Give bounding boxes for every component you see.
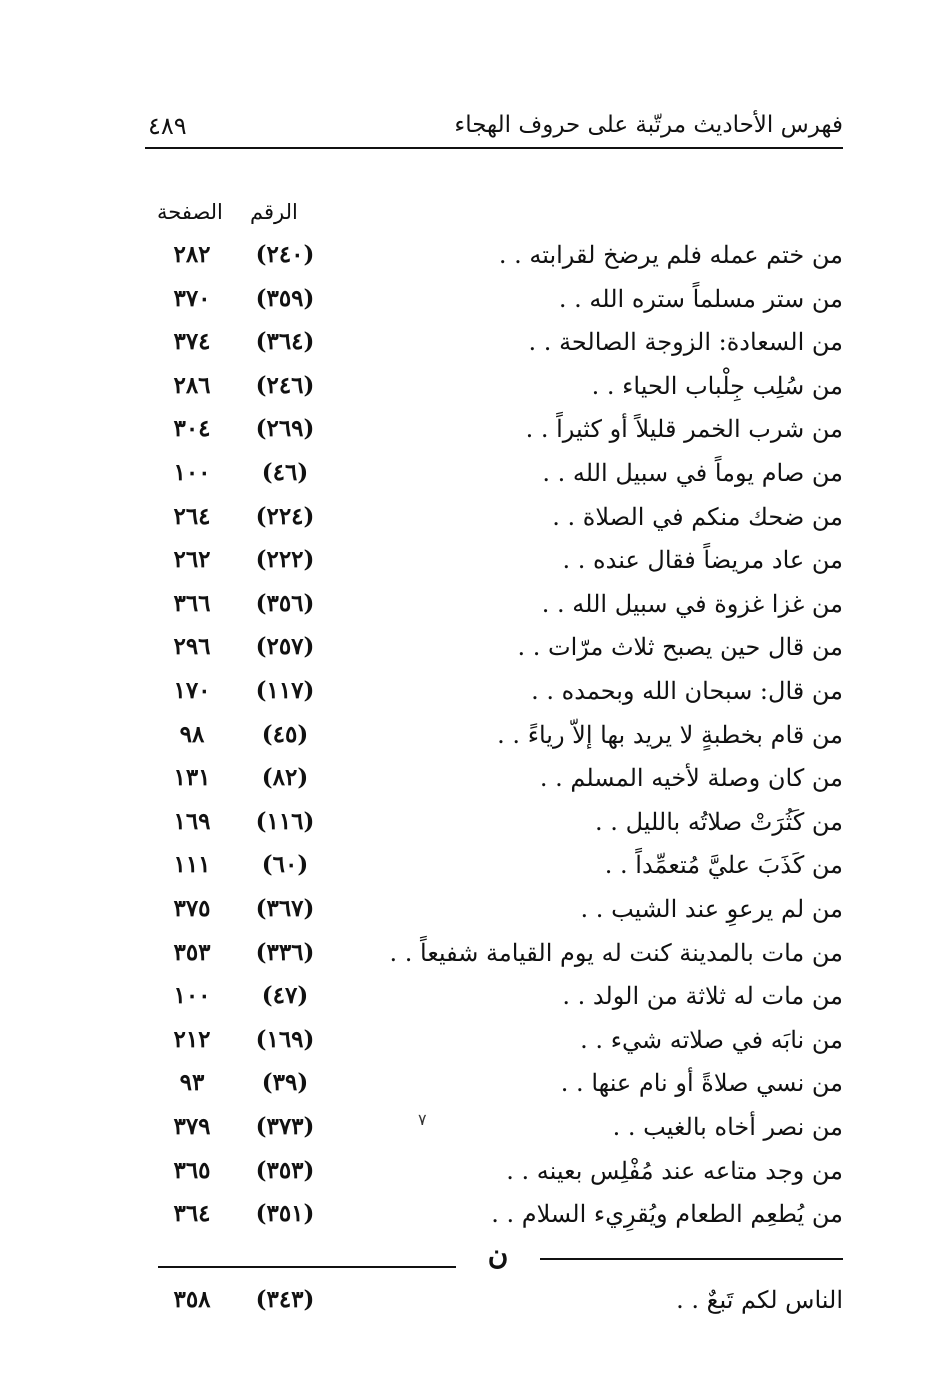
entry-number: (١٦٩) bbox=[255, 1025, 315, 1053]
entry-text: من لم يرعوِ عند الشيب . . bbox=[580, 895, 843, 923]
index-row bbox=[0, 414, 945, 458]
index-row bbox=[0, 1068, 945, 1112]
entry-number: (١١٦) bbox=[255, 807, 315, 835]
index-row bbox=[0, 676, 945, 720]
header-divider bbox=[145, 147, 843, 149]
entry-page: ١٧٠ bbox=[173, 677, 211, 704]
entry-number: (٣٧٣) bbox=[255, 1113, 315, 1140]
entry-text: من غزا غزوة في سبيل الله . . bbox=[541, 589, 843, 618]
entry-page: ٢١٢ bbox=[173, 1025, 211, 1053]
index-row bbox=[0, 545, 945, 589]
entry-page: ١٠٠ bbox=[173, 982, 211, 1010]
index-row bbox=[0, 763, 945, 807]
entry-number: (٣٩) bbox=[261, 1069, 309, 1097]
entry-page: ٣٥٨ bbox=[173, 1286, 211, 1313]
entry-text: من وجد متاعه عند مُفْلِس بعينه . . bbox=[506, 1156, 843, 1185]
index-row bbox=[0, 894, 945, 938]
index-row bbox=[0, 502, 945, 546]
entry-text: من سُلِب جِلْباب الحياء . . bbox=[591, 371, 843, 400]
entry-number: (٤٦) bbox=[261, 459, 309, 486]
entry-text: من نابَه في صلاته شيء . . bbox=[580, 1025, 843, 1054]
index-row bbox=[0, 1025, 945, 1069]
running-header-title: فهرس الأحاديث مرتّبة على حروف الهجاء bbox=[454, 112, 843, 138]
entry-page: ٣٦٤ bbox=[173, 1200, 211, 1228]
entry-number: (٤٧) bbox=[261, 982, 309, 1010]
index-row bbox=[0, 1285, 945, 1329]
section-letter-heading: ن bbox=[487, 1238, 509, 1271]
index-row bbox=[0, 589, 945, 633]
entry-number: (٦٠) bbox=[261, 851, 309, 879]
entry-page: ٣٧٤ bbox=[173, 328, 211, 356]
entry-page: ٣٧٠ bbox=[173, 284, 211, 312]
entry-page: ١٣١ bbox=[173, 764, 211, 792]
index-row bbox=[0, 240, 945, 284]
entry-page: ١٠٠ bbox=[173, 459, 211, 486]
entry-text: من كَثُرَتْ صلاتُه بالليل . . bbox=[595, 807, 843, 836]
index-row bbox=[0, 1112, 945, 1156]
entry-page: ٣٥٣ bbox=[173, 938, 211, 966]
entry-text: من ستر مسلماً ستره الله . . bbox=[558, 284, 843, 313]
entry-number: (٨٢) bbox=[261, 764, 309, 792]
entry-text: من قام بخطبةٍ لا يريد بها إلاّ رياءً . . bbox=[497, 720, 843, 749]
entry-page: ٢٨٢ bbox=[173, 241, 211, 268]
entry-number: (٣٦٧) bbox=[255, 895, 315, 922]
index-row bbox=[0, 938, 945, 982]
entry-number: (٢٦٩) bbox=[255, 415, 315, 443]
entry-text: من كان وصلة لأخيه المسلم . . bbox=[539, 764, 843, 793]
entry-page: ٣٧٩ bbox=[173, 1113, 211, 1140]
entry-text: الناس لكم تَبعٌ . . bbox=[676, 1286, 843, 1314]
entry-number: (٢٢٤) bbox=[255, 502, 315, 530]
entry-text: من نسي صلاةً أو نام عنها . . bbox=[560, 1069, 843, 1098]
entry-number: (٢٥٧) bbox=[255, 633, 315, 661]
index-row bbox=[0, 1156, 945, 1200]
index-row bbox=[0, 327, 945, 371]
index-row bbox=[0, 720, 945, 764]
entry-number: (٢٤٦) bbox=[255, 371, 315, 399]
entry-text: من السعادة: الزوجة الصالحة . . bbox=[528, 328, 843, 357]
entry-number: (٣٦٤) bbox=[255, 328, 315, 356]
index-row bbox=[0, 371, 945, 415]
entry-page: ١٦٩ bbox=[173, 807, 211, 835]
entry-text: من قال: سبحان الله وبحمده . . bbox=[531, 677, 843, 705]
entry-text: من مات له ثلاثة من الولد . . bbox=[562, 982, 843, 1011]
entry-page: ١١١ bbox=[173, 851, 211, 879]
entry-text: من ضحك منكم في الصلاة . . bbox=[552, 502, 843, 531]
entry-page: ٩٣ bbox=[179, 1069, 205, 1097]
entry-page: ٢٨٦ bbox=[173, 371, 211, 399]
entry-number: (٤٥) bbox=[261, 720, 309, 748]
entry-text: من شرب الخمر قليلاً أو كثيراً . . bbox=[525, 415, 843, 444]
section-divider-right bbox=[540, 1258, 843, 1260]
entry-page: ٢٩٦ bbox=[173, 633, 211, 661]
entry-number: (٣٥٩) bbox=[255, 284, 315, 312]
entry-number: (٣٥١) bbox=[255, 1200, 315, 1228]
entry-text: من صام يوماً في سبيل الله . . bbox=[542, 459, 843, 487]
index-row bbox=[0, 850, 945, 894]
entry-text: من مات بالمدينة كنت له يوم القيامة شفيعاً . . bbox=[389, 938, 843, 967]
section-divider-left bbox=[158, 1266, 456, 1268]
entry-number: (٢٢٢) bbox=[255, 546, 315, 574]
entry-page: ٣٧٥ bbox=[173, 895, 211, 922]
entry-text: من يُطعِم الطعام ويُقرِيء السلام . . bbox=[491, 1200, 843, 1229]
entry-page: ٩٨ bbox=[179, 720, 205, 748]
column-header-page: الصفحة bbox=[157, 200, 223, 224]
entry-page: ٢٦٢ bbox=[173, 546, 211, 574]
entry-text: من قال حين يصبح ثلاث مرّات . . bbox=[517, 633, 843, 662]
entry-page: ٣٦٥ bbox=[173, 1156, 211, 1184]
index-row bbox=[0, 1199, 945, 1243]
entry-number: (٢٤٠) bbox=[255, 241, 315, 268]
index-row bbox=[0, 981, 945, 1025]
entry-page: ٣٦٦ bbox=[173, 589, 211, 617]
index-row bbox=[0, 284, 945, 328]
entry-number: (٣٤٣) bbox=[255, 1286, 315, 1313]
entry-page: ٣٠٤ bbox=[173, 415, 211, 443]
entry-number: (٣٥٦) bbox=[255, 589, 315, 617]
entry-text: من عاد مريضاً فقال عنده . . bbox=[562, 546, 843, 575]
index-row bbox=[0, 807, 945, 851]
entry-number: (١١٧) bbox=[255, 677, 315, 704]
column-header-number: الرقم bbox=[250, 200, 298, 224]
index-row bbox=[0, 632, 945, 676]
entry-number: (٣٣٦) bbox=[255, 938, 315, 966]
entry-page: ٢٦٤ bbox=[173, 502, 211, 530]
entry-text: من ختم عمله فلم يرضخ لقرابته . . bbox=[498, 241, 843, 269]
index-row bbox=[0, 458, 945, 502]
entry-text: من نصر أخاه بالغيب . . bbox=[612, 1113, 843, 1141]
entry-text: من كَذَبَ عليَّ مُتعمِّداً . . bbox=[604, 851, 843, 880]
margin-mark: ٧ bbox=[418, 1110, 427, 1129]
entry-number: (٣٥٣) bbox=[255, 1156, 315, 1184]
page-number: ٤٨٩ bbox=[148, 112, 187, 140]
